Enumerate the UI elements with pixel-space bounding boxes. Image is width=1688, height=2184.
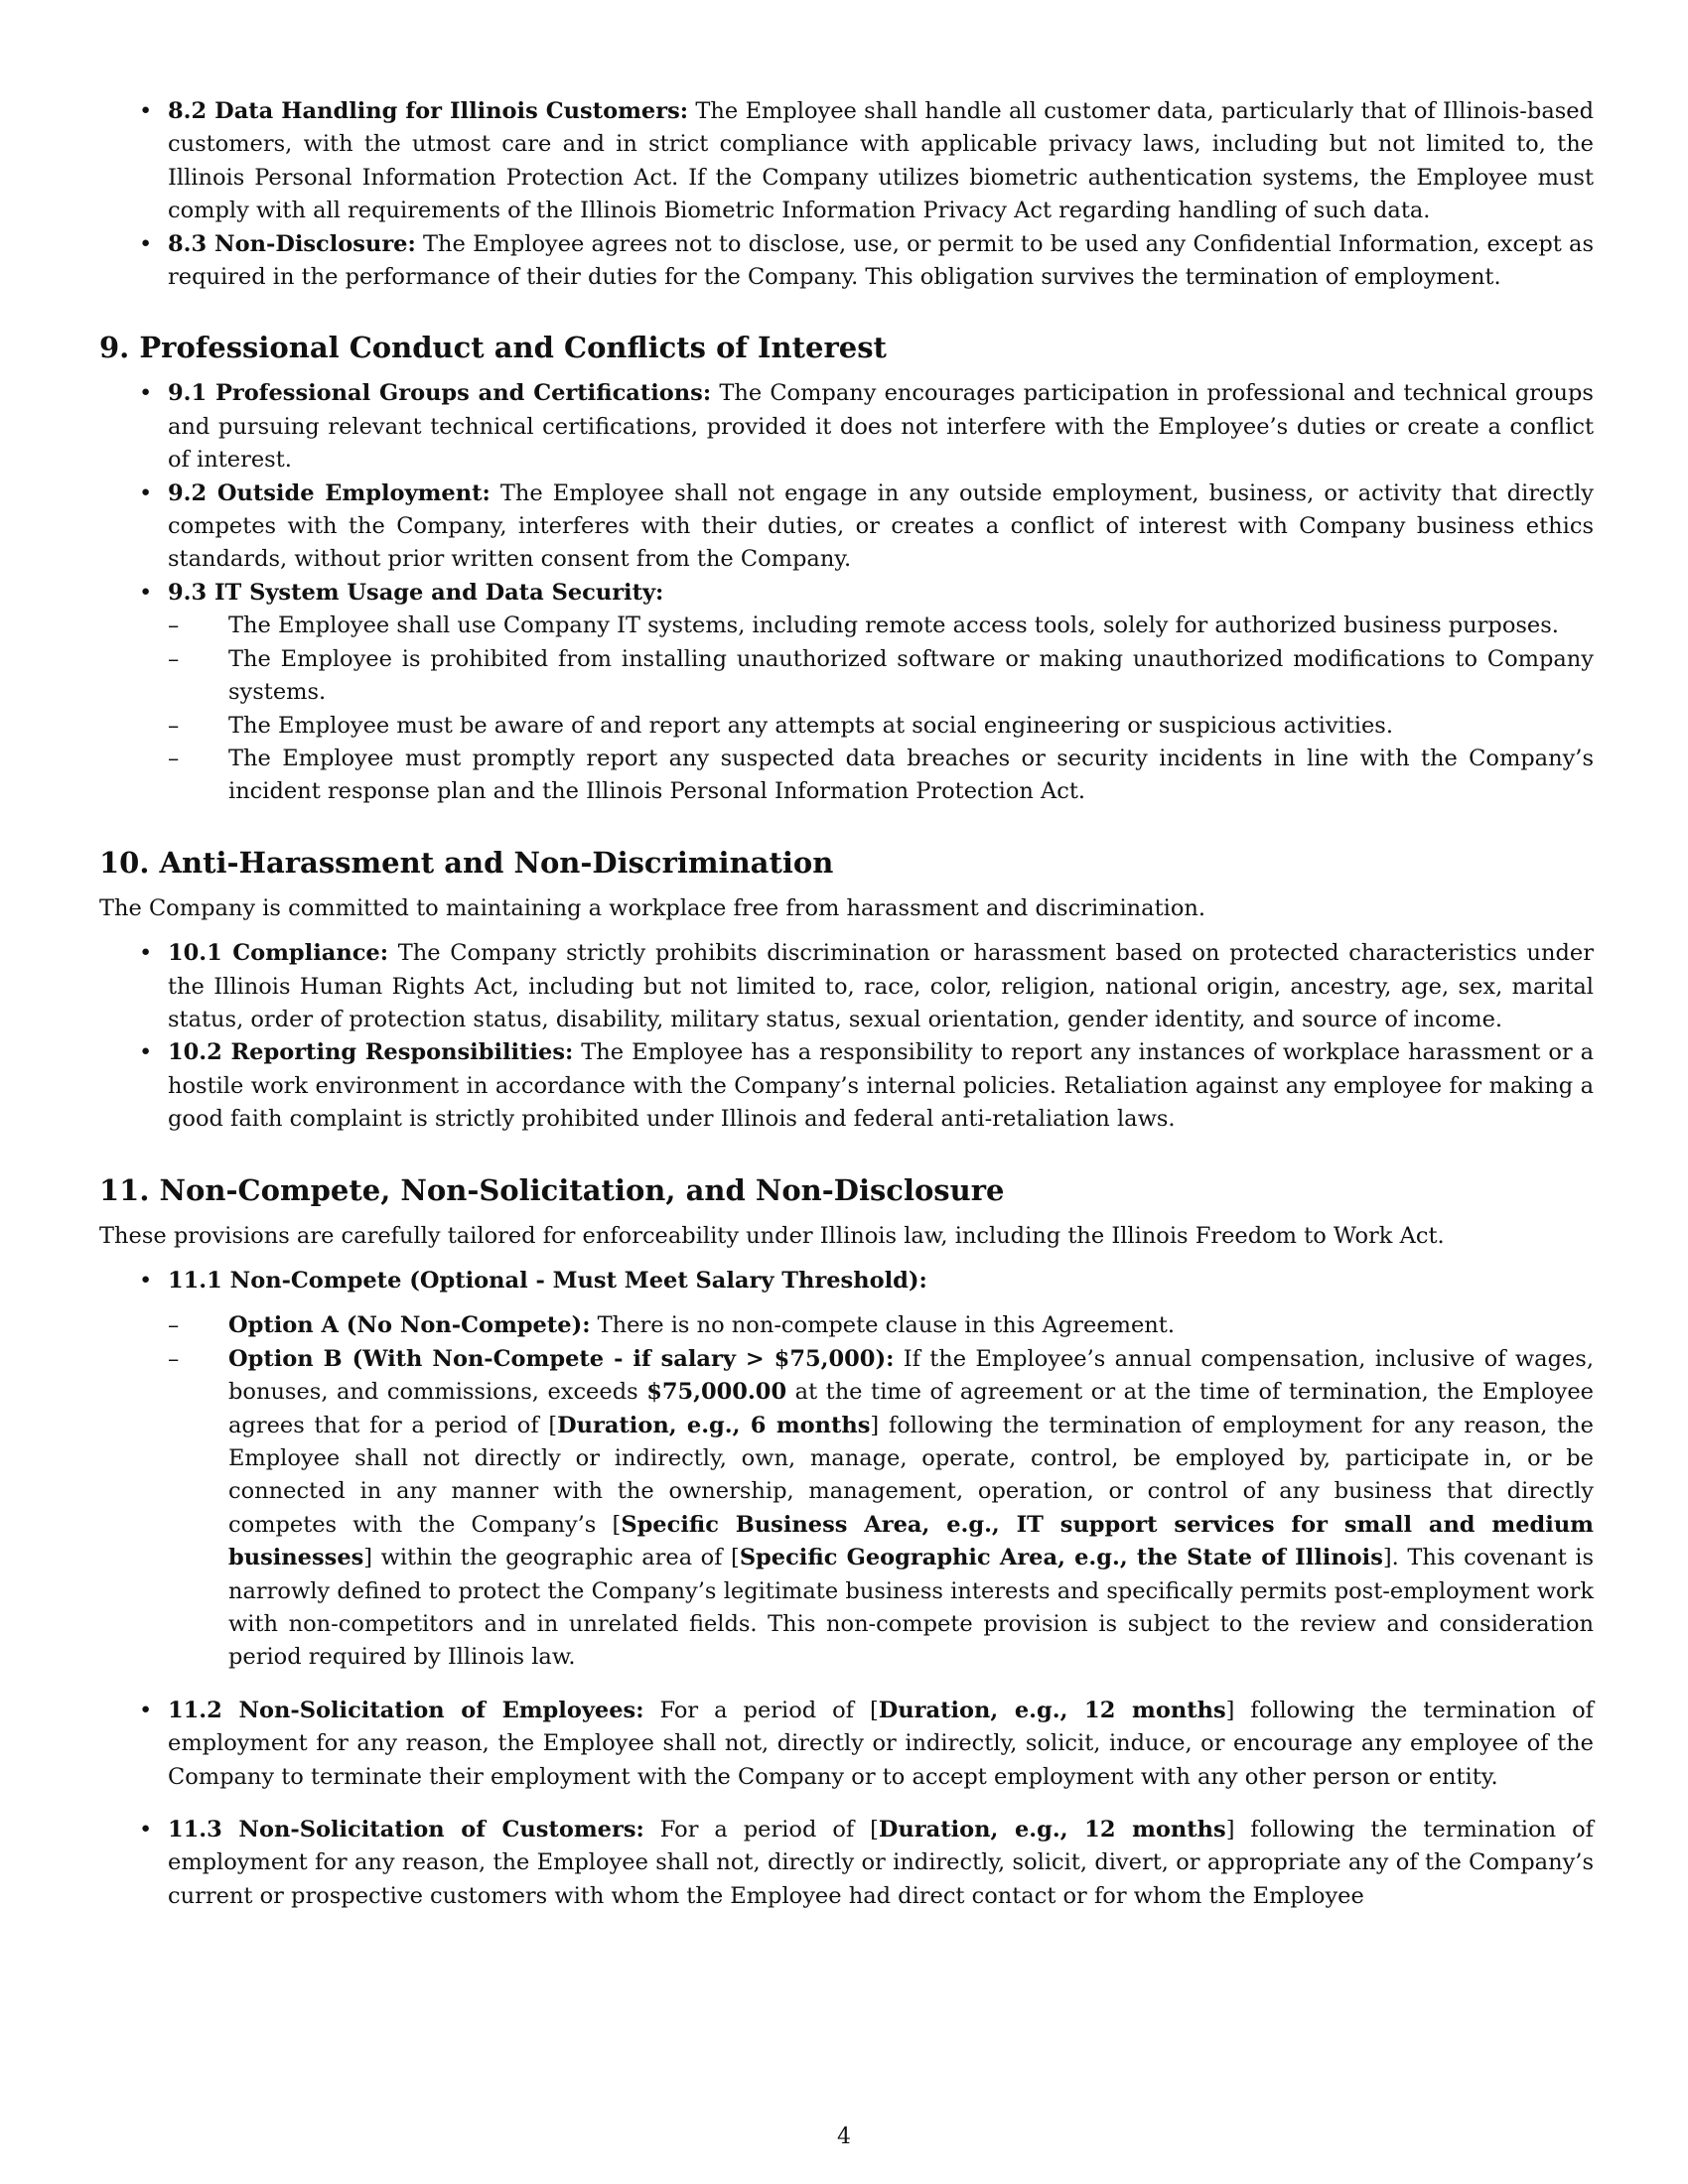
- sub-item: – The Employee is prohibited from installing unauthorized software or making unauthorized modifications to Company systems.: [168, 643, 1594, 710]
- geographic-area-placeholder: Specific Geographic Area, e.g., the State of Illinois: [739, 1545, 1383, 1571]
- item-title: 8.3 Non-Disclosure:: [168, 230, 416, 257]
- item-title: 9.2 Outside Employment:: [168, 479, 491, 506]
- duration-placeholder: Duration, e.g., 12 months: [878, 1697, 1226, 1723]
- section-9-list: [99, 377, 1594, 610]
- item-title: 8.2 Data Handling for Illinois Customers:: [168, 98, 689, 124]
- item-text: The Employee agrees not to disclose, use, or permit to be used any Confidential Information, except as required in the performance of their duties for the Company. This obligation survives the termination of employment.: [168, 230, 1595, 291]
- item-title: 11.3 Non-Solicitation of Customers:: [168, 1817, 644, 1843]
- section-10-heading: 10. Anti-Harassment and Non-Discrimination: [99, 845, 834, 880]
- item-text: ] following the termination of employment for any reason, the Employee shall not, directly or indirectly, solicit, induce, or encourage any employee of the Company to terminate their employment with the Company or to accept employment with any other person or entity.: [168, 1697, 1594, 1790]
- section-11-list-continued: [99, 1695, 1594, 1913]
- list-item-9-3: [99, 577, 1594, 610]
- sub-item: – The Employee must be aware of and report any attempts at social engineering or suspicious activities.: [168, 710, 1594, 743]
- item-title: 10.2 Reporting Responsibilities:: [168, 1039, 574, 1066]
- item-text: ] following the termination of employment for any reason, the Employee shall not, directly or indirectly, solicit, divert, or appropriate any of the Company’s current or prospective customers with whom the Employee had direct contact or for whom the Employee: [168, 1817, 1594, 1909]
- option-title: Option B (With Non-Compete - if salary > $75,000):: [228, 1345, 895, 1372]
- section-10-intro: The Company is committed to maintaining a workplace free from harassment and discrimination.: [99, 894, 1206, 921]
- section-10-list: [99, 937, 1594, 1136]
- section-11-list: [99, 1265, 1594, 1297]
- option-text: ] following the termination of employment for any reason, the Employee shall not directly or indirectly, own, manage, operate, control, be employed by, participate in, or be connected in any manner with the ownership, management, operation, or control of any business that directly competes with the Company’s [: [228, 1412, 1594, 1538]
- page-number: 4: [837, 2124, 851, 2149]
- item-title: 11.2 Non-Solicitation of Employees:: [168, 1697, 644, 1723]
- section-11-intro: These provisions are carefully tailored for enforceability under Illinois law, including the Illinois Freedom to Work Act.: [99, 1222, 1445, 1249]
- salary-threshold: $75,000.00: [646, 1379, 787, 1406]
- list-item-9-1: [99, 377, 1594, 477]
- item-title: 9.1 Professional Groups and Certifications:: [168, 380, 712, 407]
- section-9-heading: 9. Professional Conduct and Conflicts of Interest: [99, 331, 887, 365]
- item-text: For a period of [: [659, 1697, 879, 1723]
- item-title: 9.3 IT System Usage and Data Security:: [168, 579, 664, 606]
- option-text: There is no non-compete clause in this Agreement.: [597, 1312, 1175, 1339]
- document-page: [99, 95, 1594, 1913]
- item-text: The Employee has a responsibility to report any instances of workplace harassment or a hostile work environment in accordance with the Company’s internal policies. Retaliation against any employee for making a good faith complaint is strictly prohibited under Illinois and federal anti-retaliation laws.: [168, 1039, 1595, 1133]
- option-text: ] within the geographic area of [: [363, 1545, 740, 1571]
- list-item-11-1: [99, 1265, 1594, 1297]
- option-text: If the Employee’s annual compensation, inclusive of wages, bonuses, and commissions, exceeds: [228, 1345, 1595, 1406]
- item-text: The Company strictly prohibits discrimination or harassment based on protected characteristics under the Illinois Human Rights Act, including but not limited to, race, color, religion, national origin, ancestry, age, sex, marital status, order of protection status, disability, military status, sexual orientation, gender identity, and source of income.: [168, 940, 1594, 1032]
- option-title: Option A (No Non-Compete):: [228, 1312, 591, 1339]
- section-11-heading: 11. Non-Compete, Non-Solicitation, and Non-Disclosure: [99, 1172, 1005, 1207]
- section-11-1-options: [168, 1309, 1594, 1674]
- item-text: The Employee shall not engage in any outside employment, business, or activity that directly competes with the Company, interferes with their duties, or creates a conflict of interest with Company business ethics standards, without prior written consent from the Company.: [168, 479, 1594, 573]
- item-text: For a period of [: [659, 1817, 879, 1843]
- list-item-8-3: [99, 228, 1594, 295]
- item-title: 11.1 Non-Compete (Optional - Must Meet Salary Threshold):: [168, 1267, 927, 1294]
- option-b: [168, 1343, 1594, 1675]
- list-item-8-2: [99, 95, 1594, 228]
- duration-placeholder: Duration, e.g., 12 months: [878, 1817, 1226, 1843]
- list-item-10-1: [99, 937, 1594, 1036]
- option-text: ]. This covenant is narrowly defined to protect the Company’s legitimate business interests and specifically permits post-employment work with non-competitors and in unrelated fields. This non-compete provision is subject to the review and consideration period required by Illinois law.: [228, 1545, 1594, 1671]
- section-9-3-sublist: [168, 610, 1594, 808]
- list-item-11-2: [99, 1695, 1594, 1794]
- section-8-list: [99, 95, 1594, 294]
- item-text: The Company encourages participation in professional and technical groups and pursuing relevant technical certifications, provided it does not interfere with the Employee’s duties or create a conflict of interest.: [168, 380, 1594, 474]
- option-a: [168, 1309, 1594, 1342]
- list-item-9-2: [99, 478, 1594, 577]
- list-item-11-3: [99, 1814, 1594, 1913]
- business-area-placeholder: Specific Business Area, e.g., IT support services for small and medium businesses: [228, 1511, 1594, 1571]
- duration-placeholder: Duration, e.g., 6 months: [557, 1412, 871, 1438]
- sub-item: – The Employee shall use Company IT systems, including remote access tools, solely for authorized business purposes.: [168, 610, 1594, 642]
- item-text: The Employee shall handle all customer data, particularly that of Illinois-based customers, with the utmost care and in strict compliance with applicable privacy laws, including but not limited to, the Illinois Personal Information Protection Act. If the Company utilizes biometric authentication systems, the Employee must comply with all requirements of the Illinois Biometric Information Privacy Act regarding handling of such data.: [168, 98, 1594, 224]
- sub-item: – The Employee must promptly report any suspected data breaches or security incidents in line with the Company’s incident response plan and the Illinois Personal Information Protection Act.: [168, 743, 1594, 809]
- list-item-10-2: [99, 1036, 1594, 1136]
- option-text: at the time of agreement or at the time of termination, the Employee agrees that for a period of [: [228, 1379, 1594, 1438]
- item-title: 10.1 Compliance:: [168, 940, 389, 967]
